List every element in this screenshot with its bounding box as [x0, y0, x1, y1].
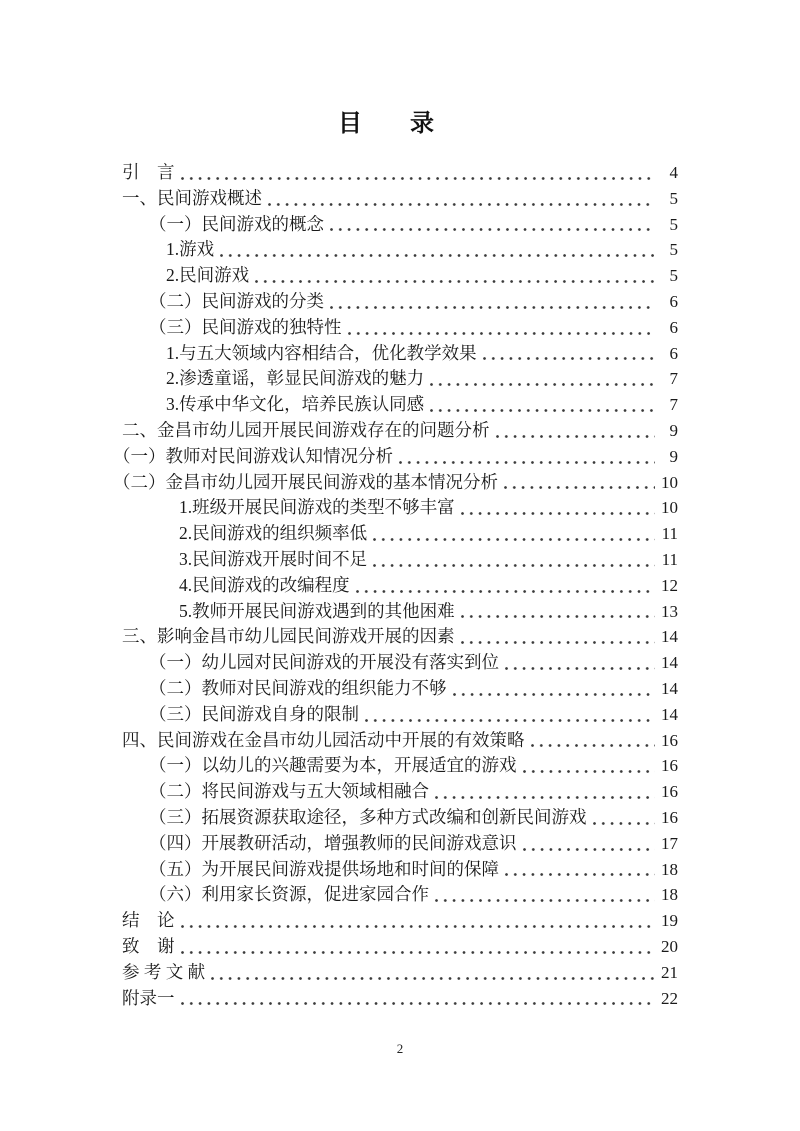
- toc-entry-title: 2.渗透童谣，彰显民间游戏的魅力: [166, 368, 425, 389]
- toc-entry-title: 一、民间游戏概述: [122, 187, 262, 208]
- toc-entry-title: 三、影响金昌市幼儿园民间游戏开展的因素: [122, 626, 455, 647]
- toc-entry-page-number: 5: [669, 240, 678, 260]
- dot-leader: [348, 332, 656, 335]
- toc-entry-page-number: 21: [661, 962, 678, 982]
- dot-leader: [483, 357, 655, 360]
- toc-entry-page-number: 16: [661, 782, 678, 802]
- dot-leader: [531, 744, 656, 747]
- toc-entry-page-number: 6: [669, 317, 678, 337]
- toc-entry-page-number: 7: [669, 369, 678, 389]
- toc-entry[interactable]: [122, 908, 678, 934]
- toc-entry-title: 3.民间游戏开展时间不足: [179, 548, 368, 569]
- toc-entry-title: （三）民间游戏自身的限制: [149, 703, 359, 724]
- dot-leader: [435, 899, 655, 902]
- toc-entry[interactable]: [122, 599, 678, 625]
- toc-entry[interactable]: [122, 366, 678, 392]
- dot-leader: [496, 435, 656, 438]
- toc-entry-page-number: 13: [661, 601, 678, 621]
- toc-entry-page-number: 12: [661, 575, 678, 595]
- toc-entry[interactable]: [122, 934, 678, 960]
- toc-entry[interactable]: [122, 882, 678, 908]
- toc-entry-title: （五）为开展民间游戏提供场地和时间的保障: [149, 858, 499, 879]
- toc-entry-title: 二、金昌市幼儿园开展民间游戏存在的问题分析: [122, 419, 490, 440]
- toc-entry[interactable]: [122, 160, 678, 186]
- toc-entry-title: （四）开展教研活动，增强教师的民间游戏意识: [149, 832, 517, 853]
- toc-entry[interactable]: [122, 315, 678, 341]
- toc-entry-title: 四、民间游戏在金昌市幼儿园活动中开展的有效策略: [122, 729, 525, 750]
- dot-leader: [435, 796, 655, 799]
- toc-entry-page-number: 16: [661, 756, 678, 776]
- toc-entry[interactable]: [122, 805, 678, 831]
- toc-entry[interactable]: [122, 728, 678, 754]
- toc-entry-title: 3.传承中华文化，培养民族认同感: [166, 394, 425, 415]
- toc-entry[interactable]: [122, 753, 678, 779]
- dot-leader: [453, 693, 656, 696]
- dot-leader: [255, 280, 655, 283]
- dot-leader: [504, 486, 655, 489]
- dot-leader: [181, 925, 656, 928]
- toc-entry-page-number: 20: [661, 936, 678, 956]
- toc-entry-page-number: 5: [669, 214, 678, 234]
- dot-leader: [430, 383, 655, 386]
- toc-entry[interactable]: [122, 779, 678, 805]
- toc-entry-page-number: 14: [661, 704, 678, 724]
- toc-entry[interactable]: [122, 392, 678, 418]
- dot-leader: [181, 1002, 656, 1005]
- toc-entry-page-number: 18: [661, 859, 678, 879]
- page-title: 目 录: [338, 111, 434, 137]
- toc-entry-title: 1.游戏: [166, 239, 215, 260]
- dot-leader: [593, 822, 656, 825]
- toc-entry[interactable]: [122, 521, 678, 547]
- toc-entry-page-number: 14: [661, 653, 678, 673]
- dot-leader: [523, 848, 656, 851]
- toc-entry[interactable]: [122, 237, 678, 263]
- toc-entry-page-number: 6: [669, 343, 678, 363]
- toc-entry-title: 致 谢: [122, 935, 175, 956]
- toc-entry[interactable]: [122, 547, 678, 573]
- dot-leader: [268, 203, 655, 206]
- toc-entry-page-number: 14: [661, 678, 678, 698]
- toc-entry-title: （三）拓展资源获取途径，多种方式改编和创新民间游戏: [149, 806, 587, 827]
- dot-leader: [181, 177, 656, 180]
- toc-entry-title: （六）利用家长资源，促进家园合作: [149, 884, 429, 905]
- dot-leader: [399, 461, 655, 464]
- dot-leader: [211, 977, 655, 980]
- toc-entry[interactable]: [113, 444, 678, 470]
- toc-entry-title: （一）民间游戏的概念: [149, 213, 324, 234]
- toc-entry[interactable]: [122, 212, 678, 238]
- toc-entry-page-number: 7: [669, 395, 678, 415]
- dot-leader: [373, 538, 655, 541]
- toc-entry-title: 2.民间游戏: [166, 265, 250, 286]
- toc-entry-title: 1.与五大领域内容相结合，优化教学效果: [166, 342, 477, 363]
- toc-entry[interactable]: [122, 831, 678, 857]
- toc-entry[interactable]: [122, 960, 678, 986]
- dot-leader: [373, 564, 655, 567]
- dot-leader: [220, 254, 655, 257]
- toc-entry-title: （一）教师对民间游戏认知情况分析: [113, 445, 393, 466]
- toc-entry-title: （二）民间游戏的分类: [149, 290, 324, 311]
- toc-entry-page-number: 14: [661, 627, 678, 647]
- toc-entry-page-number: 5: [669, 188, 678, 208]
- dot-leader: [430, 409, 655, 412]
- toc-entry-title: 参 考 文 献: [122, 961, 206, 982]
- toc-entry[interactable]: [122, 676, 678, 702]
- toc-entry-title: 5.教师开展民间游戏遇到的其他困难: [179, 600, 455, 621]
- toc-entry-page-number: 19: [661, 911, 678, 931]
- toc-entry-page-number: 22: [661, 988, 678, 1008]
- dot-leader: [505, 873, 655, 876]
- toc-entry-title: 1.班级开展民间游戏的类型不够丰富: [179, 497, 455, 518]
- toc-entry[interactable]: [122, 573, 678, 599]
- dot-leader: [505, 667, 655, 670]
- toc-entry-title: 附录一: [122, 987, 175, 1008]
- toc-entry[interactable]: [122, 186, 678, 212]
- toc-entry-title: 4.民间游戏的改编程度: [179, 574, 350, 595]
- toc-entry[interactable]: [113, 470, 678, 496]
- toc-entry-page-number: 16: [661, 807, 678, 827]
- toc-entry[interactable]: [122, 495, 678, 521]
- toc-entry[interactable]: [122, 289, 678, 315]
- toc-entry-page-number: 9: [669, 446, 678, 466]
- dot-leader: [461, 512, 655, 515]
- toc-entry[interactable]: [122, 702, 678, 728]
- toc-entry[interactable]: [122, 857, 678, 883]
- dot-leader: [523, 770, 656, 773]
- toc-entry-title: （二）金昌市幼儿园开展民间游戏的基本情况分析: [113, 471, 498, 492]
- toc-entry-page-number: 16: [661, 730, 678, 750]
- toc-entry-page-number: 10: [661, 498, 678, 518]
- toc-list: [113, 160, 678, 1011]
- page-number-footer: 2: [396, 1041, 404, 1056]
- toc-entry[interactable]: [122, 986, 678, 1012]
- toc-entry-page-number: 6: [669, 291, 678, 311]
- dot-leader: [356, 590, 655, 593]
- dot-leader: [330, 306, 655, 309]
- toc-entry-page-number: 9: [669, 420, 678, 440]
- toc-entry[interactable]: [122, 650, 678, 676]
- toc-entry-title: （一）以幼儿的兴趣需要为本，开展适宜的游戏: [149, 755, 517, 776]
- toc-entry-page-number: 11: [661, 549, 678, 569]
- toc-entry-page-number: 5: [669, 266, 678, 286]
- toc-entry-title: 2.民间游戏的组织频率低: [179, 523, 368, 544]
- toc-entry-page-number: 17: [661, 833, 678, 853]
- toc-entry[interactable]: [122, 418, 678, 444]
- toc-entry-title: 结 论: [122, 910, 175, 931]
- toc-entry[interactable]: [122, 341, 678, 367]
- toc-entry-page-number: 4: [669, 163, 678, 182]
- dot-leader: [461, 641, 656, 644]
- dot-leader: [365, 719, 655, 722]
- toc-entry[interactable]: [122, 624, 678, 650]
- toc-entry-page-number: 18: [661, 885, 678, 905]
- toc-entry-page-number: 10: [661, 472, 678, 492]
- toc-entry-title: （二）教师对民间游戏的组织能力不够: [149, 677, 447, 698]
- toc-entry-title: 引 言: [122, 162, 175, 182]
- dot-leader: [461, 615, 655, 618]
- toc-entry[interactable]: [122, 263, 678, 289]
- dot-leader: [330, 228, 655, 231]
- toc-entry-title: （一）幼儿园对民间游戏的开展没有落实到位: [149, 652, 499, 673]
- dot-leader: [181, 951, 656, 954]
- toc-entry-title: （三）民间游戏的独特性: [149, 316, 342, 337]
- toc-entry-title: （二）将民间游戏与五大领域相融合: [149, 781, 429, 802]
- toc-entry-page-number: 11: [661, 524, 678, 544]
